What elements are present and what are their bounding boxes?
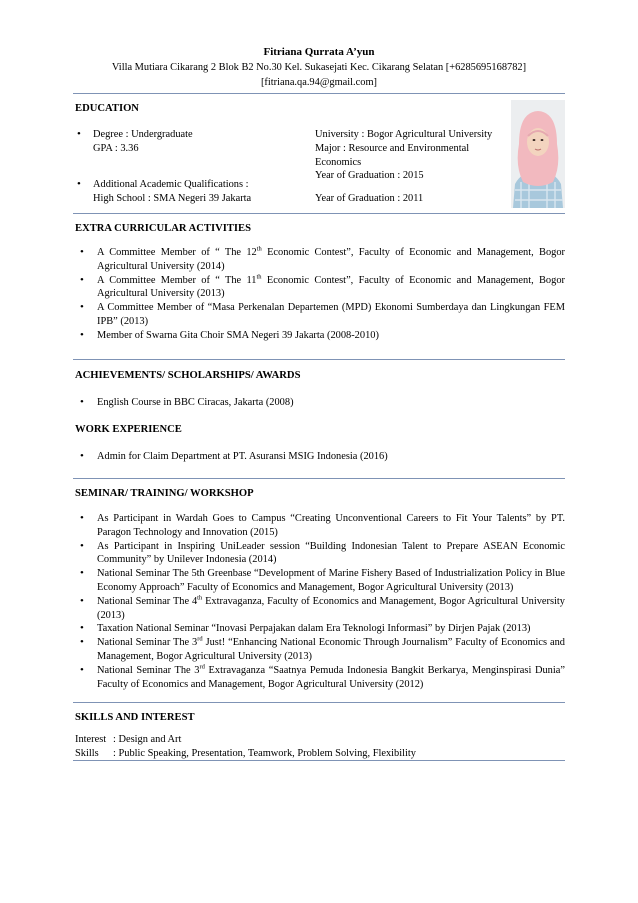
divider [73,478,565,479]
skills-section [75,711,565,761]
skills-value: : Public Speaking, Presentation, Teamwork, Problem Solving, Flexibility [113,748,416,759]
email-line: [fitriana.qa.94@gmail.com] [260,77,378,88]
skills-label: Skills [75,748,99,759]
work-section [75,423,565,464]
education-degree [75,128,193,156]
hs-graduation-text: Year of Graduation : 2011 [315,193,424,204]
education-hs-graduation [315,192,505,206]
resume-header [0,45,638,90]
list-item: • English Course in BBC Ciracas, Jakarta (2008) [75,396,565,410]
seminar-title: SEMINAR/ TRAINING/ WORKSHOP [75,488,254,499]
list-item: • A Committee Member of “ The 11th Economic Contest”, Faculty of Economic and Management, Bogor Agricultural University (2013) [75,274,565,302]
list-item: • National Seminar The 4th Extravaganza, Faculty of Economics and Management, Bogor Agricultural University (2013) [75,595,565,623]
list-item [75,178,251,206]
highschool-text: High School : SMA Negeri 39 Jakarta [93,192,252,204]
degree-text: • Degree : Undergraduate [93,129,193,140]
additional-text: • Additional Academic Qualifications : [93,179,249,190]
achievements-title: ACHIEVEMENTS/ SCHOLARSHIPS/ AWARDS [75,370,301,381]
list-item: • National Seminar The 3rd Just! “Enhancing National Economic Through Journalism” Faculty of Economics and Management, Bogor Agricultural University (2013) [75,636,565,664]
education-section [75,102,565,116]
skills-row [75,747,565,761]
extracurricular-section [75,222,565,343]
interest-row [75,733,565,747]
divider [73,702,565,703]
list-item: • As Participant in Inspiring UniLeader session “Building Indonesian Talent to Prepare ASEAN Economic Community” by Unilever Indonesia (2014) [75,540,565,568]
interest-value: : Design and Art [113,734,182,745]
education-additional [75,178,251,206]
list-item: • Taxation National Seminar “Inovasi Perpajakan dalam Era Teknologi Informasi” by Dirjen Pajak (2013) [75,622,565,636]
gpa-text: GPA : 3.36 [93,142,139,154]
list-item: • A Committee Member of “ The 12th Economic Contest”, Faculty of Economic and Management, Bogor Agricultural University (2014) [75,246,565,274]
divider [73,760,565,761]
list-item: • A Committee Member of “Masa Perkenalan Departemen (MPD) Ekonomi Sumberdaya dan Lingkungan FEM IPB” (2013) [75,301,565,329]
extracurricular-title: EXTRA CURRICULAR ACTIVITIES [75,223,252,234]
work-title: WORK EXPERIENCE [75,424,182,435]
university-text: University : Bogor Agricultural University [315,129,493,140]
list-item: • Admin for Claim Department at PT. Asuransi MSIG Indonesia (2016) [75,450,565,464]
extracurricular-list [75,246,565,343]
seminar-section [75,487,565,691]
education-university [315,128,505,183]
list-item: • Member of Swarna Gita Choir SMA Negeri 39 Jakarta (2008-2010) [75,329,565,343]
education-title: EDUCATION [75,103,139,114]
major-text: Major : Resource and Environmental Economics [315,142,470,168]
uni-graduation-text: Year of Graduation : 2015 [315,170,424,182]
list-item: • National Seminar The 3rd Extravaganza “Saatnya Pemuda Indonesia Bangkit Berkarya, Menginspirasi Dunia” Faculty of Economics and Management, Bogor Agricultural University (2012) [75,664,565,692]
skills-title: SKILLS AND INTEREST [75,712,195,723]
profile-photo [511,100,565,208]
interest-label: Interest [75,734,107,745]
list-item: • As Participant in Wardah Goes to Campus “Creating Unconventional Careers to Fit Your Talents” by PT. Paragon Technology and Innovation (2015) [75,512,565,540]
divider [73,213,565,214]
achievements-list [75,396,565,410]
list-item [75,128,193,156]
divider [73,93,565,94]
list-item: • National Seminar The 5th Greenbase “Development of Marine Fishery Based of Industrialization Policy in Blue Economy Approach” Faculty of Economics and Management, Bogor Agricultural University (2013) [75,567,565,595]
work-list [75,450,565,464]
seminar-list [75,512,565,691]
achievements-section [75,369,565,410]
divider [73,359,565,360]
applicant-name: Fitriana Qurrata A’yun [263,46,375,58]
address-line: Villa Mutiara Cikarang 2 Blok B2 No.30 Kel. Sukasejati Kec. Cikarang Selatan [+6285695168782] [111,62,527,73]
profile-photo-image [511,100,565,208]
